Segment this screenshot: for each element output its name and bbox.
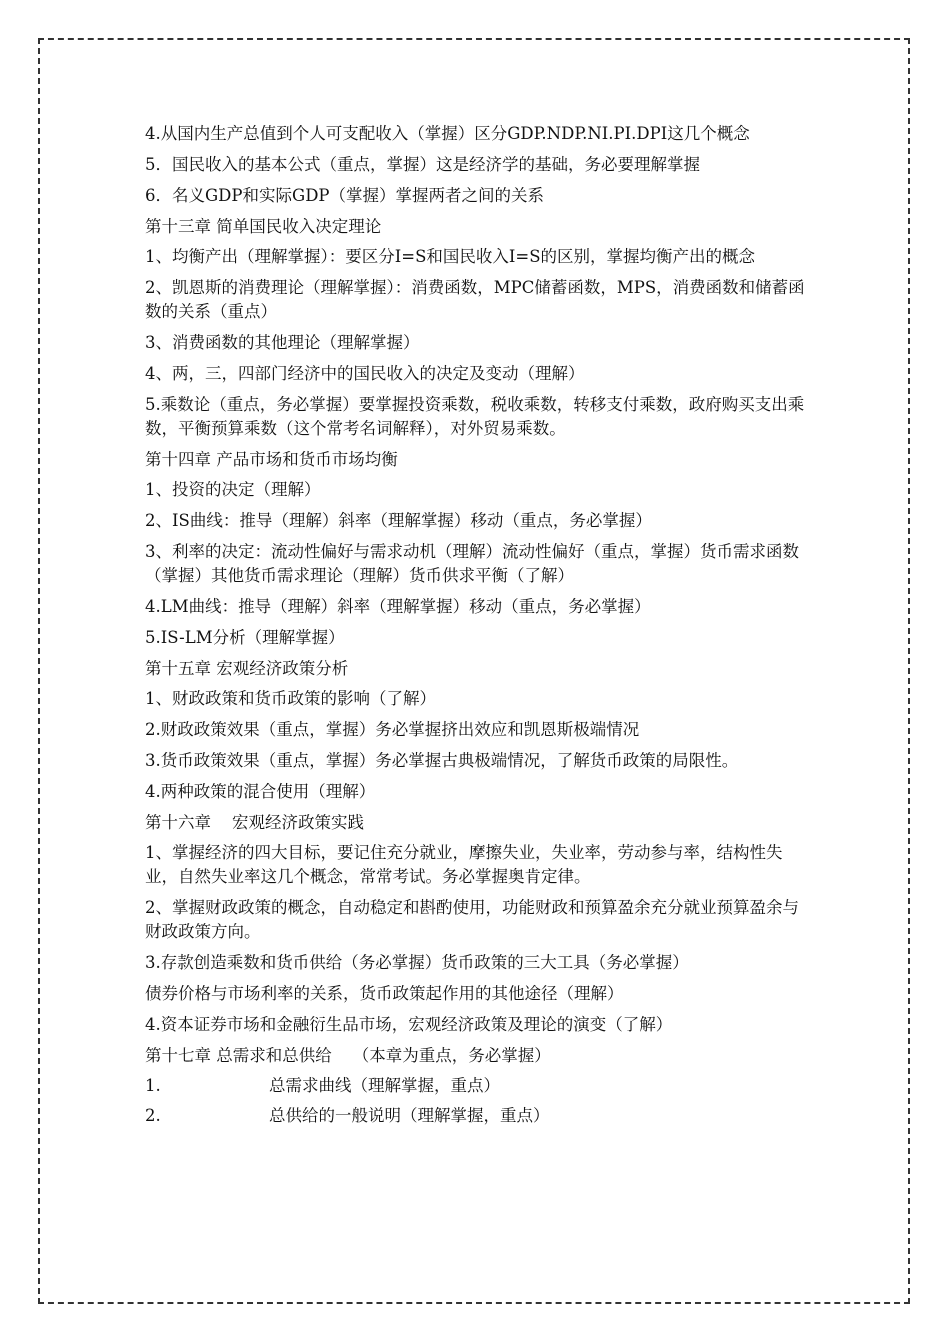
paragraph-bond-prices: 债券价格与市场利率的关系，货币政策起作用的其他途径（理解） <box>145 984 624 1003</box>
paragraph-money-creation: 3.存款创造乘数和货币供给（务必掌握）货币政策的三大工具（务必掌握） <box>145 953 689 972</box>
paragraph-gdp-to-dpi: 4.从国内生产总值到个人可支配收入（掌握）区分GDP.NDP.NI.PI.DPI这几个概念 <box>145 124 750 143</box>
paragraph-capital-markets: 4.资本证券市场和金融衍生品市场，宏观经济政策及理论的演变（了解） <box>145 1015 673 1034</box>
paragraph-income-formula: 5．国民收入的基本公式（重点，掌握）这是经济学的基础，务必要理解掌握 <box>145 155 700 174</box>
chapter-15-heading: 第十五章 宏观经济政策分析 <box>145 659 349 678</box>
paragraph-is-curve: 2、IS曲线：推导（理解）斜率（理解掌握）移动（重点，务必掌握） <box>145 511 652 530</box>
list-item-number: 1. <box>145 1076 161 1095</box>
paragraph-economic-goals: 1、掌握经济的四大目标，要记住充分就业，摩擦失业，失业率，劳动参与率，结构性失业，自然失业率这几个概念，常常考试。务必掌握奥肯定律。 <box>145 843 783 886</box>
paragraph-sector-income: 4、两，三，四部门经济中的国民收入的决定及变动（理解） <box>145 364 585 383</box>
chapter-13-heading: 第十三章 简单国民收入决定理论 <box>145 217 382 236</box>
paragraph-is-lm: 5.IS-LM分析（理解掌握） <box>145 628 345 647</box>
paragraph-investment: 1、投资的决定（理解） <box>145 480 321 499</box>
paragraph-lm-curve: 4.LM曲线：推导（理解）斜率（理解掌握）移动（重点，务必掌握） <box>145 597 651 616</box>
list-item-text: 总供给的一般说明（理解掌握，重点） <box>269 1106 550 1125</box>
paragraph-other-consumption-theories: 3、消费函数的其他理论（理解掌握） <box>145 333 420 352</box>
paragraph-nominal-real-gdp: 6．名义GDP和实际GDP（掌握）掌握两者之间的关系 <box>145 186 545 205</box>
list-item-number: 2. <box>145 1106 161 1125</box>
paragraph-multipliers: 5.乘数论（重点，务必掌握）要掌握投资乘数，税收乘数，转移支付乘数，政府购买支出乘数，平衡预算乘数（这个常考名词解释），对外贸易乘数。 <box>145 395 805 438</box>
chapter-17-heading: 第十七章 总需求和总供给 （本章为重点，务必掌握） <box>145 1046 551 1065</box>
paragraph-fiscal-concepts: 2、掌握财政政策的概念，自动稳定和斟酌使用，功能财政和预算盈余充分就业预算盈余与财政政策方向。 <box>145 898 799 941</box>
paragraph-keynes-consumption: 2、凯恩斯的消费理论（理解掌握）：消费函数，MPC储蓄函数，MPS，消费函数和储蓄函数的关系（重点） <box>145 278 805 321</box>
list-item <box>145 1104 805 1128</box>
paragraph-policy-mix: 4.两种政策的混合使用（理解） <box>145 782 376 801</box>
paragraph-policy-impact: 1、财政政策和货币政策的影响（了解） <box>145 689 436 708</box>
chapter-14-heading: 第十四章 产品市场和货币市场均衡 <box>145 450 398 469</box>
list-item-text: 总需求曲线（理解掌握，重点） <box>269 1076 500 1095</box>
document-body <box>145 122 805 1134</box>
list-item <box>145 1074 805 1098</box>
paragraph-fiscal-effect: 2.财政政策效果（重点，掌握）务必掌握挤出效应和凯恩斯极端情况 <box>145 720 640 739</box>
chapter-16-heading: 第十六章 宏观经济政策实践 <box>145 813 364 832</box>
paragraph-interest-rate: 3、利率的决定：流动性偏好与需求动机（理解）流动性偏好（重点，掌握）货币需求函数（掌握）其他货币需求理论（理解）货币供求平衡（了解） <box>145 542 799 585</box>
paragraph-equilibrium-output: 1、均衡产出（理解掌握）：要区分I=S和国民收入I=S的区别，掌握均衡产出的概念 <box>145 247 756 266</box>
paragraph-monetary-effect: 3.货币政策效果（重点，掌握）务必掌握古典极端情况，了解货币政策的局限性。 <box>145 751 739 770</box>
